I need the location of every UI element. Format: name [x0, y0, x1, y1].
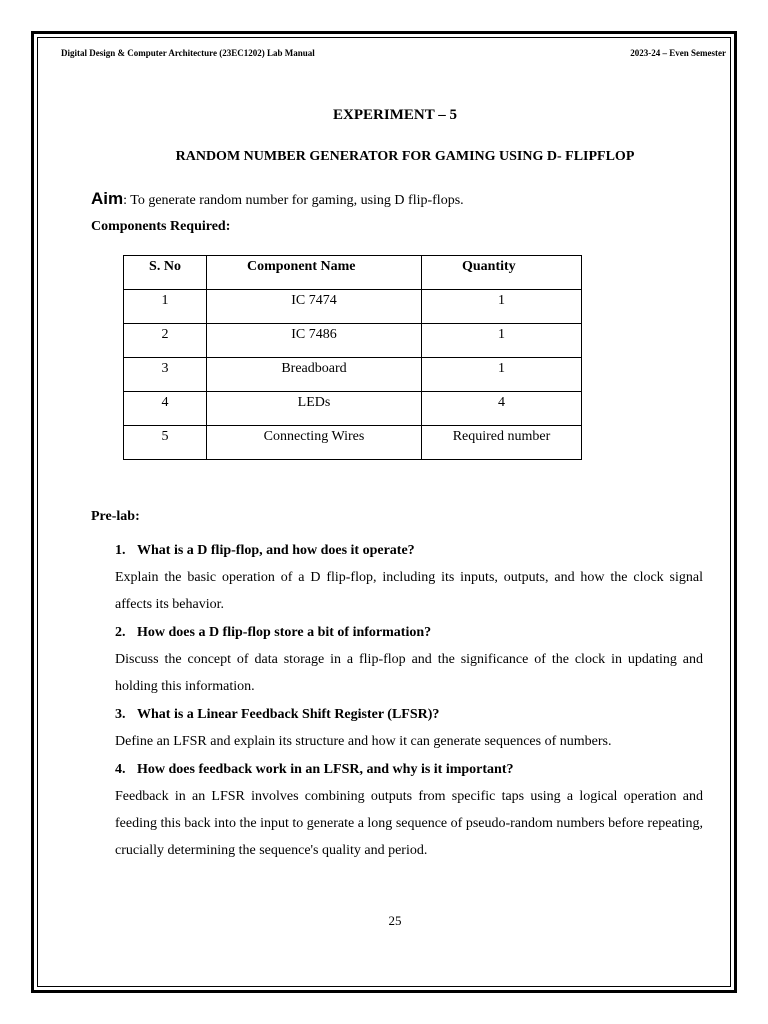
prelab-questions [115, 542, 703, 870]
cell-quantity: 1 [422, 358, 582, 392]
cell-component: IC 7474 [207, 290, 422, 324]
prelab-question [115, 761, 703, 779]
table-header-row [124, 256, 582, 290]
table-row [124, 290, 582, 324]
cell-quantity: 4 [422, 392, 582, 426]
question-number: 4. [115, 762, 126, 777]
aim-text: : To generate random number for gaming, using D flip-flops. [123, 193, 464, 208]
question-number: 3. [115, 707, 126, 722]
cell-component: Breadboard [207, 358, 422, 392]
column-header-sno: S. No [124, 256, 207, 290]
cell-component: Connecting Wires [207, 426, 422, 460]
experiment-subtitle: RANDOM NUMBER GENERATOR FOR GAMING USING D- FLIPFLOP [175, 149, 635, 164]
prelab-answer: Explain the basic operation of a D flip-flop, including its inputs, outputs, and how the clock signal affects its behavior. [115, 570, 703, 612]
aim-label: Aim [91, 189, 124, 208]
question-text: What is a D flip-flop, and how does it operate? [137, 543, 415, 558]
cell-sno: 1 [124, 290, 207, 324]
prelab-answer: Feedback in an LFSR involves combining outputs from specific taps using a logical operation and feeding this back into the input to generate a long sequence of pseudo-random numbers before repeating, crucially determining the sequence's quality and period. [115, 789, 703, 858]
experiment-title: EXPERIMENT – 5 [333, 107, 457, 123]
table-row [124, 358, 582, 392]
cell-quantity: Required number [422, 426, 582, 460]
page-number: 25 [388, 913, 402, 928]
prelab-answer: Define an LFSR and explain its structure and how it can generate sequences of numbers. [115, 734, 612, 749]
cell-sno: 4 [124, 392, 207, 426]
cell-sno: 3 [124, 358, 207, 392]
prelab-answer: Discuss the concept of data storage in a flip-flop and the significance of the clock in updating and holding this information. [115, 652, 703, 694]
cell-quantity: 1 [422, 290, 582, 324]
components-table [123, 255, 582, 460]
column-header-component: Component Name [207, 256, 422, 290]
cell-sno: 5 [124, 426, 207, 460]
prelab-question [115, 542, 703, 560]
column-header-quantity: Quantity [422, 256, 582, 290]
aim-statement [91, 189, 464, 209]
cell-quantity: 1 [422, 324, 582, 358]
question-text: How does a D flip-flop store a bit of information? [137, 625, 432, 640]
components-heading: Components Required: [91, 219, 231, 234]
cell-sno: 2 [124, 324, 207, 358]
header-course-title: Digital Design & Computer Architecture (23EC1202) Lab Manual [61, 48, 315, 58]
prelab-question [115, 624, 703, 642]
prelab-question [115, 706, 703, 724]
question-text: What is a Linear Feedback Shift Register (LFSR)? [137, 707, 440, 722]
question-number: 2. [115, 625, 126, 640]
question-text: How does feedback work in an LFSR, and why is it important? [137, 762, 514, 777]
cell-component: IC 7486 [207, 324, 422, 358]
question-number: 1. [115, 543, 126, 558]
table-row [124, 392, 582, 426]
prelab-heading: Pre-lab: [91, 509, 140, 524]
header-semester: 2023-24 – Even Semester [630, 48, 726, 58]
table-row [124, 426, 582, 460]
cell-component: LEDs [207, 392, 422, 426]
table-row [124, 324, 582, 358]
